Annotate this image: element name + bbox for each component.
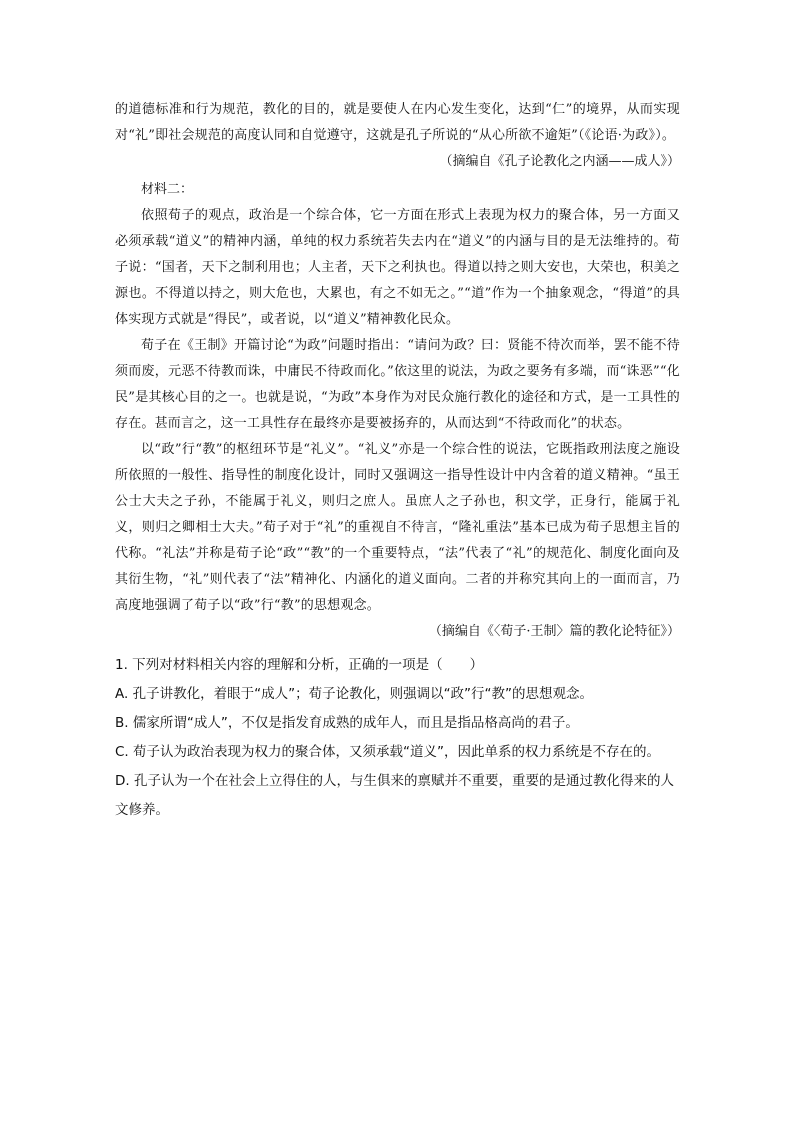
- question-block: [115, 651, 680, 825]
- paragraph-1: 依照荀子的观点，政治是一个综合体，它一方面在形式上表现为权力的聚合体，另一方面又必须承载“道义”的精神内涵，单纯的权力系统若失去内在“道义”的内涵与目的是无法维持的。荀子说：“国者，天下之制利用也；人主者，天下之利执也。得道以持之则大安也，大荣也，积美之源也。不得道以持之，则大危也，大累也，有之不如无之。”“道”作为一个抽象观念，“得道”的具体实现方式就是“得民”，或者说，以“道义”精神教化民众。: [115, 208, 680, 327]
- source-citation-2: （摘编自《〈荀子·王制〉篇的教化论特征》）: [428, 624, 680, 639]
- option-c[interactable]: C. 荀子认为政治表现为权力的聚合体，又须承载“道义”，因此单系的权力系统是不存在的。: [115, 744, 660, 760]
- question-stem: 1. 下列对材料相关内容的理解和分析，正确的一项是（ ）: [115, 657, 484, 673]
- option-d[interactable]: D. 孔子认为一个在社会上立得住的人，与生俱来的禀赋并不重要，重要的是通过教化得来的人文修养。: [115, 773, 674, 818]
- option-a[interactable]: A. 孔子讲教化，着眼于“成人”；荀子论教化，则强调以“政”行“教”的思想观念。: [115, 686, 594, 702]
- document-body: [115, 97, 680, 825]
- paragraph-3: 以“政”行“教”的枢纽环节是“礼义”。“礼义”亦是一个综合性的说法，它既指政刑法度之施设所依照的一般性、指导性的制度化设计，同时又强调这一指导性设计中内含着的道义精神。“虽王公士大夫之子孙，不能属于礼义，则归之庶人。虽庶人之子孙也，积文学，正身行，能属于礼义，则归之卿相士大夫。”荀子对于“礼”的重视自不待言，“隆礼重法”基本已成为荀子思想主旨的代称。“礼法”并称是荀子论“政”“教”的一个重要特点，“法”代表了“礼”的规范化、制度化面向及其衍生物，“礼”则代表了“法”精神化、内涵化的道义面向。二者的并称究其向上的一面而言，乃高度地强调了荀子以“政”行“教”的思想观念。: [115, 442, 680, 613]
- paragraph-2: 荀子在《王制》开篇讨论“为政”问题时指出：“请问为政？曰：贤能不待次而举，罢不能不待须而废，元恶不待教而诛，中庸民不待政而化。”依这里的说法，为政之要务有多端，而“诛恶”“化民”是其核心目的之一。也就是说，“为政”本身作为对民众施行教化的途径和方式，是一工具性的存在。甚而言之，这一工具性存在最终亦是要被扬弃的，从而达到“不待政而化”的状态。: [115, 338, 680, 431]
- source-citation-1: （摘编自《孔子论教化之内涵——成人》）: [439, 154, 680, 169]
- material-label: 材料二：: [141, 182, 194, 197]
- paragraph-continued: 的道德标准和行为规范，教化的目的，就是要使人在内心发生变化，达到“仁”的境界，从而实现对“礼”即社会规范的高度认同和自觉遵守，这就是孔子所说的“从心所欲不逾矩”（《论语·为政》）。: [115, 102, 680, 143]
- option-b[interactable]: B. 儒家所谓“成人”，不仅是指发育成熟的成年人，而且是指品格高尚的君子。: [115, 715, 579, 731]
